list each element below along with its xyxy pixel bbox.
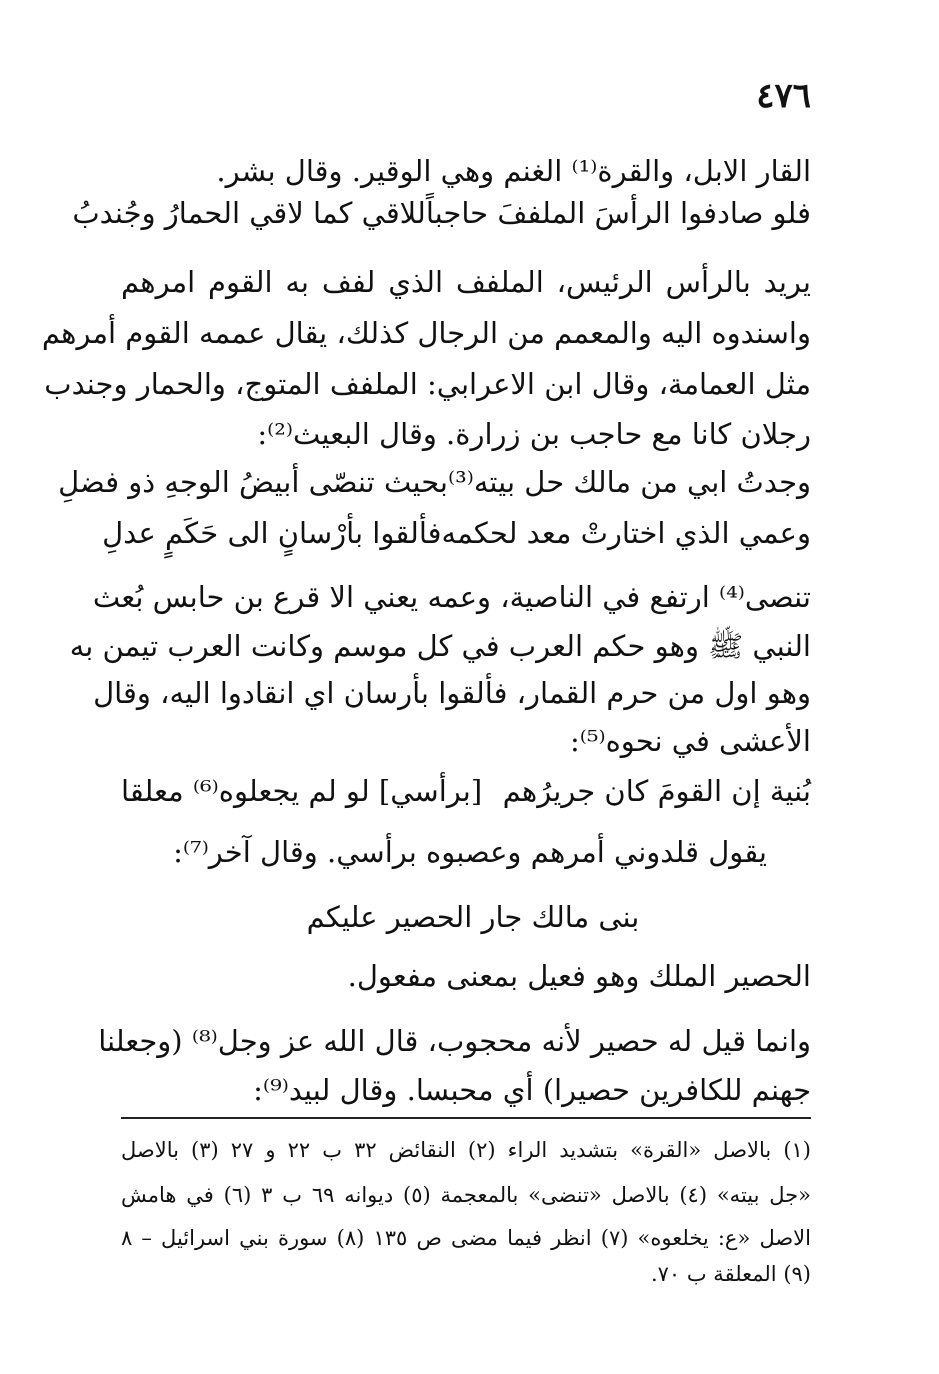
verse-second-hemistich: بحيث تنصّى أبيضُ الوجهِ ذو فضلِ bbox=[58, 465, 448, 499]
verse-line bbox=[72, 196, 811, 230]
text-line: القار الابل، والقرة⁽¹⁾ الغنم وهي الوقير. وقال بشر. bbox=[216, 154, 811, 188]
verse-first-hemistich: وعمي الذي اختارتْ معد لحكمه bbox=[441, 516, 811, 550]
text-line: وانما قيل له حصير لأنه محجوب، قال الله عز وجل⁽⁸⁾ (وجعلنا bbox=[98, 1024, 811, 1058]
text-line: تنصى⁽⁴⁾ ارتفع في الناصية، وعمه يعني الا قرع بن حابس بُعث bbox=[92, 580, 811, 614]
verse-first-hemistich: فلو صادفوا الرأسَ الملففَ حاجباً bbox=[425, 196, 811, 230]
text-line: يريد بالرأس الرئيس، الملفف الذي لفف به القوم امرهم bbox=[121, 265, 811, 299]
text-line: يقول قلدوني أمرهم وعصبوه برأسي. وقال آخر⁽⁷⁾: bbox=[173, 835, 767, 869]
footnote-line: الاصل «ع: يخلعوه» (٧) انظر فيما مضى ص ١٣٥ (٨) سورة بني اسرائيل – ٨ bbox=[121, 1226, 811, 1250]
verse-line bbox=[58, 465, 811, 499]
text-line: جهنم للكافرين حصيرا) أي محبسا. وقال لبيد⁽⁹⁾: bbox=[253, 1073, 811, 1107]
verse-first-hemistich: وجدتُ ابي من مالك حل بيته⁽³⁾ bbox=[448, 465, 811, 499]
verse-first-hemistich: بُنية إن القومَ كان جريرُهم bbox=[502, 774, 811, 808]
footnote-line: «جل بيته» (٤) بالاصل «تنضى» بالمعجمة (٥) ديوانه ٦٩ ب ٣ (٦) في هامش bbox=[121, 1183, 812, 1207]
verse-line bbox=[102, 516, 811, 550]
verse-line bbox=[121, 774, 811, 808]
text-line: مثل العمامة، وقال ابن الاعرابي: الملفف المتوج، والحمار وجندب bbox=[44, 367, 811, 401]
footnote-divider bbox=[121, 1117, 811, 1119]
footnote-line: (١) بالاصل «القرة» بتشديد الراء (٢) النقائض ٣٢ ب ٢٢ و ٢٧ (٣) بالاصل bbox=[121, 1138, 811, 1162]
verse-second-hemistich: [برأسي] لو لم يجعلوه⁽⁶⁾ معلقا bbox=[121, 774, 483, 808]
footnote-line: (٩) المعلقة ب ٧٠. bbox=[650, 1262, 811, 1286]
verse-second-hemistich: للاقي كما لاقي الحمارُ وجُندبُ bbox=[72, 196, 426, 230]
text-line: النبي ﷺ وهو حكم العرب في كل موسم وكانت العرب تيمن به bbox=[69, 629, 811, 663]
text-line: واسندوه اليه والمعمم من الرجال كذلك، يقال عممه القوم أمرهم bbox=[41, 316, 811, 350]
text-line: الحصير الملك وهو فعيل بمعنى مفعول. bbox=[347, 959, 811, 993]
quoted-verse-fragment: بنى مالك جار الحصير عليكم bbox=[306, 900, 640, 934]
page-number: ٤٧٦ bbox=[756, 76, 811, 116]
text-line: رجلان كانا مع حاجب بن زرارة. وقال البعيث⁽²⁾: bbox=[257, 417, 811, 451]
text-line: الأعشى في نحوه⁽⁵⁾: bbox=[569, 724, 811, 758]
verse-second-hemistich: فألقوا بأرْسانٍ الى حَكَمٍ عدلِ bbox=[102, 516, 442, 550]
text-line: وهو اول من حرم القمار، فألقوا بأرسان اي انقادوا اليه، وقال bbox=[93, 676, 811, 710]
